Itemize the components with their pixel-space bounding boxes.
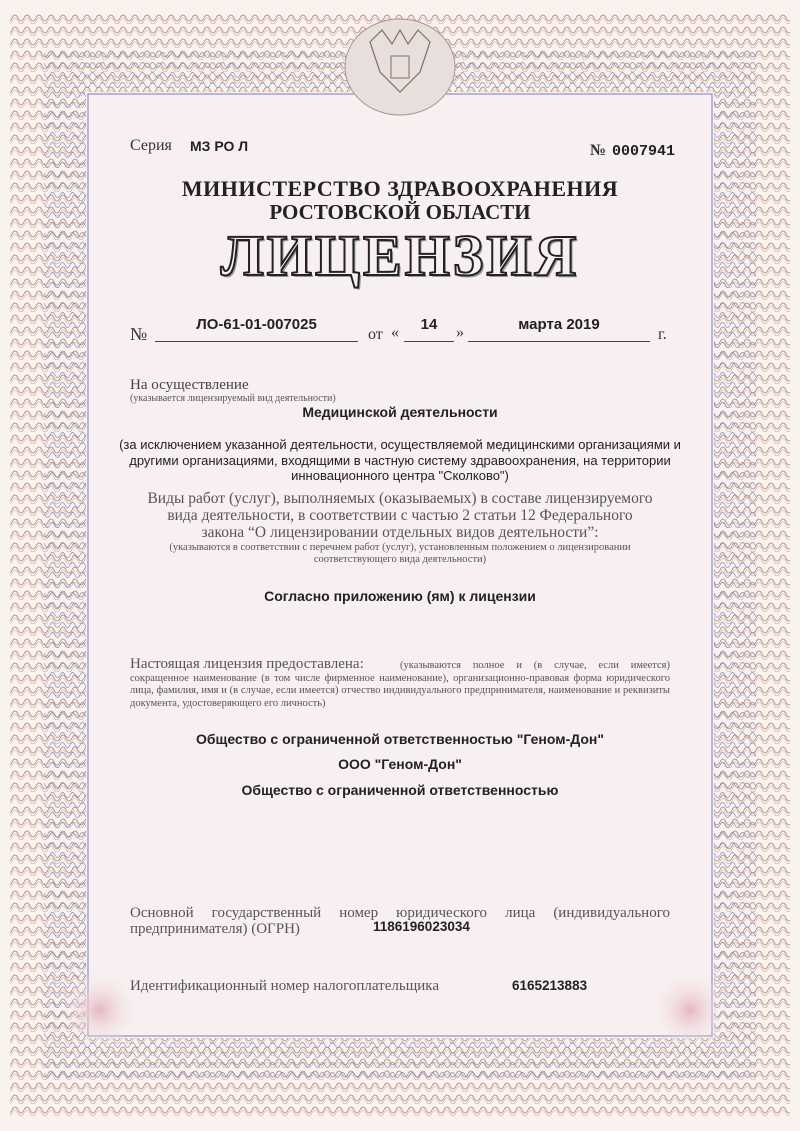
license-day-value: 14 xyxy=(420,316,438,333)
licensee-full-name: Общество с ограниченной ответственностью "Геном-Дон" xyxy=(195,731,605,747)
document-title: ЛИЦЕНЗИЯ xyxy=(220,223,580,288)
licensee-label: Настоящая лицензия предоставлена: xyxy=(130,656,364,672)
license-number-label: № xyxy=(130,324,148,344)
from-label: от xyxy=(368,326,383,343)
rosette-bottom-left xyxy=(62,972,138,1048)
series-value: МЗ РО Л xyxy=(190,138,249,154)
ministry-line-1: МИНИСТЕРСТВО ЗДРАВООХРАНЕНИЯ xyxy=(181,176,619,201)
inn-value: 6165213883 xyxy=(512,978,588,993)
works-text-line-2: вида деятельности, в соответствии с частью 2 статьи 12 Федерального xyxy=(167,507,633,524)
close-quote: » xyxy=(456,324,464,341)
coat-of-arms-icon xyxy=(345,19,455,115)
license-number-value: ЛО-61-01-007025 xyxy=(196,316,317,333)
licensee-short-name: ООО "Геном-Дон" xyxy=(338,756,462,772)
activity-value: Медицинской деятельности xyxy=(302,404,498,420)
open-quote: « xyxy=(391,324,399,341)
activity-exclusion: (за исключением указанной деятельности, осуществляемой медицинскими организациями и другими организациями, входящими в частную систему здравоохранения, на территории инновационного центра "Сколково") xyxy=(119,437,681,483)
number-label: № xyxy=(590,142,607,159)
number-value: 0007941 xyxy=(612,143,676,160)
ministry-line-2: РОСТОВСКОЙ ОБЛАСТИ xyxy=(269,200,531,224)
activity-hint: (указывается лицензируемый вид деятельности) xyxy=(130,393,336,404)
ogrn-value: 1186196023034 xyxy=(373,919,470,934)
license-month-year-value: марта 2019 xyxy=(518,316,600,333)
works-value: Согласно приложению (ям) к лицензии xyxy=(264,588,536,604)
works-text-line-1: Виды работ (услуг), выполняемых (оказываемых) в составе лицензируемого xyxy=(147,490,653,507)
ogrn-label: Основной государственный номер юридического лица (индивидуального предпринимателя) (ОГРН) xyxy=(130,905,670,937)
year-suffix: г. xyxy=(658,326,667,343)
licensee-hint: (указываются полное и (в случае, если имеется) сокращенное наименование (в том числе фирменное наименование), организационно-правовая форма юридического лица, фамилия, имя и (в случае, если имеется) отчество индивидуального предпринимателя, наименование и реквизиты документа, удостоверяющего его личность) xyxy=(130,660,670,709)
rosette-bottom-right xyxy=(652,972,728,1048)
activity-label: На осуществление xyxy=(130,377,249,393)
works-hint: (указываются в соответствии с перечнем работ (услуг), установленным положением о лицензировании соответствующего вида деятельности) xyxy=(169,542,631,565)
inn-label: Идентификационный номер налогоплательщика xyxy=(130,978,440,994)
licensee-legal-form: Общество с ограниченной ответственностью xyxy=(241,782,559,798)
series-label: Серия xyxy=(130,137,172,154)
works-text-line-3: закона “О лицензировании отдельных видов деятельности”: xyxy=(201,524,599,541)
